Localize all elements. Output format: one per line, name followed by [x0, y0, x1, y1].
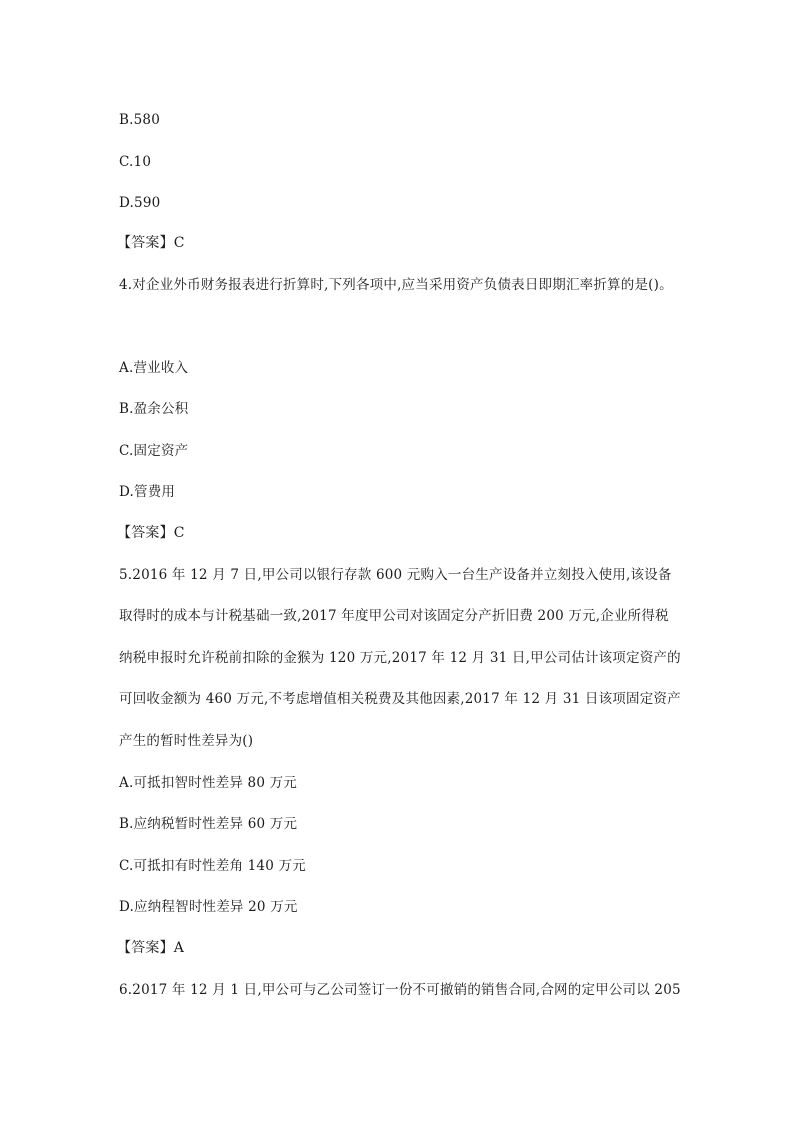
question-5-line-2: 取得时的成本与计税基础一致,2017 年度甲公司对该固定分产折旧费 200 万元,企业所得税 — [119, 608, 669, 624]
option-c: C.10 — [119, 154, 152, 170]
option-a: A.营业收入 — [119, 360, 189, 376]
question-6-line-1: 6.2017 年 12 月 1 日,甲公可与乙公司签订一份不可撤销的销售合同,合网的定甲公司以 205 — [119, 982, 681, 998]
question-5-line-4: 可回收金额为 460 万元,不考虑增值相关税费及其他因素,2017 年 12 月 31 日该项固定资产 — [119, 691, 681, 707]
question-5-line-3: 纳税申报时允许税前扣除的金猴为 120 万元,2017 年 12 月 31 日,甲公司估计该项定资产的 — [119, 650, 681, 666]
option-d: D.管费用 — [119, 484, 176, 500]
option-c: C.可抵扣有时性差角 140 万元 — [119, 858, 306, 874]
answer-label: 【答案】A — [117, 940, 185, 956]
option-d: D.590 — [119, 195, 161, 211]
option-b: B.580 — [119, 112, 160, 128]
option-a: A.可抵扣智时性差异 80 万元 — [119, 775, 298, 791]
option-b: B.盈余公积 — [119, 401, 189, 417]
option-c: C.固定资产 — [119, 443, 189, 459]
option-b: B.应纳税暂时性差异 60 万元 — [119, 816, 298, 832]
question-5-line-5: 产生的暂时性差异为() — [119, 733, 254, 749]
option-d: D.应纳程智时性差异 20 万元 — [119, 899, 298, 915]
question-5-line-1: 5.2016 年 12 月 7 日,甲公司以银行存款 600 元购入一台生产设备并立刻投入使用,该设备 — [119, 567, 672, 583]
answer-label: 【答案】C — [117, 525, 185, 541]
answer-label: 【答案】C — [117, 235, 185, 251]
question-4: 4.对企业外币财务报表进行折算时,下列各项中,应当采用资产负债表日即期汇率折算的是()。 — [119, 277, 673, 293]
